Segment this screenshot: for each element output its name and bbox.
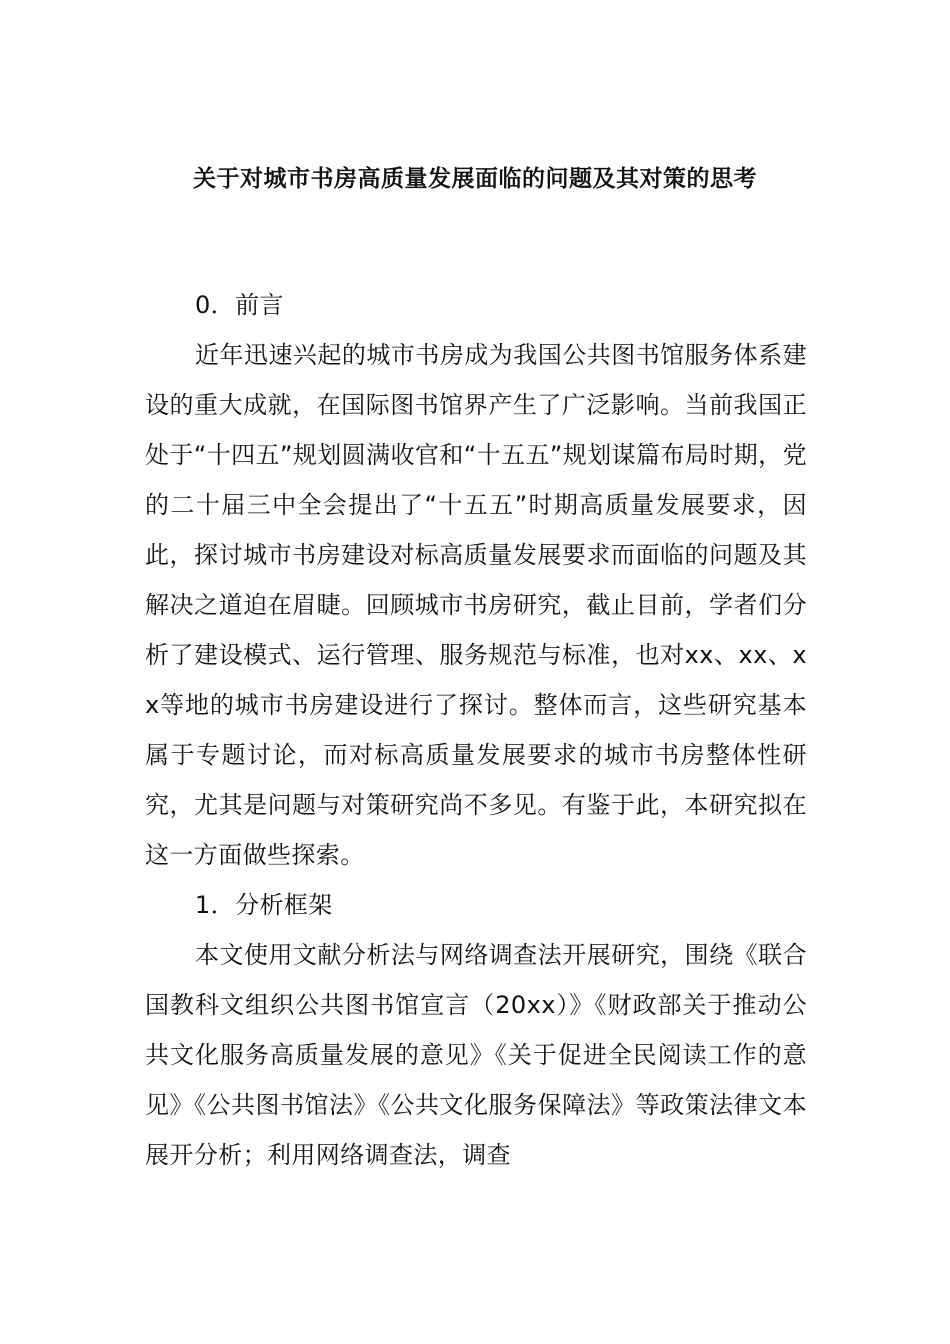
section-heading: 0．前言: [195, 291, 284, 319]
document-title: 关于对城市书房高质量发展面临的问题及其对策的思考: [193, 166, 757, 192]
section-preface: [145, 280, 807, 880]
section-paragraph: 近年迅速兴起的城市书房成为我国公共图书馆服务体系建设的重大成就，在国际图书馆界产生了广泛影响。当前我国正处于“十四五”规划圆满收官和“十五五”规划谋篇布局时期，党的二十届三中全会提出了“十五五”时期高质量发展要求，因此，探讨城市书房建设对标高质量发展要求而面临的问题及其解决之道迫在眉睫。回顾城市书房研究，截止目前，学者们分析了建设模式、运行管理、服务规范与标准，也对xx、xx、xx等地的城市书房建设进行了探讨。整体而言，这些研究基本属于专题讨论，而对标高质量发展要求的城市书房整体性研究，尤其是问题与对策研究尚不多见。有鉴于此，本研究拟在这一方面做些探索。: [145, 341, 807, 869]
section-analysis-framework: [145, 880, 807, 1180]
document-body: [145, 280, 807, 1180]
section-paragraph: 本文使用文献分析法与网络调查法开展研究，围绕《联合国教科文组织公共图书馆宣言（20xx）》《财政部关于推动公共文化服务高质量发展的意见》《关于促进全民阅读工作的意见》《公共图书馆法》《公共文化服务保障法》等政策法律文本展开分析；利用网络调查法，调查: [145, 941, 807, 1169]
section-heading: 1．分析框架: [195, 891, 333, 919]
